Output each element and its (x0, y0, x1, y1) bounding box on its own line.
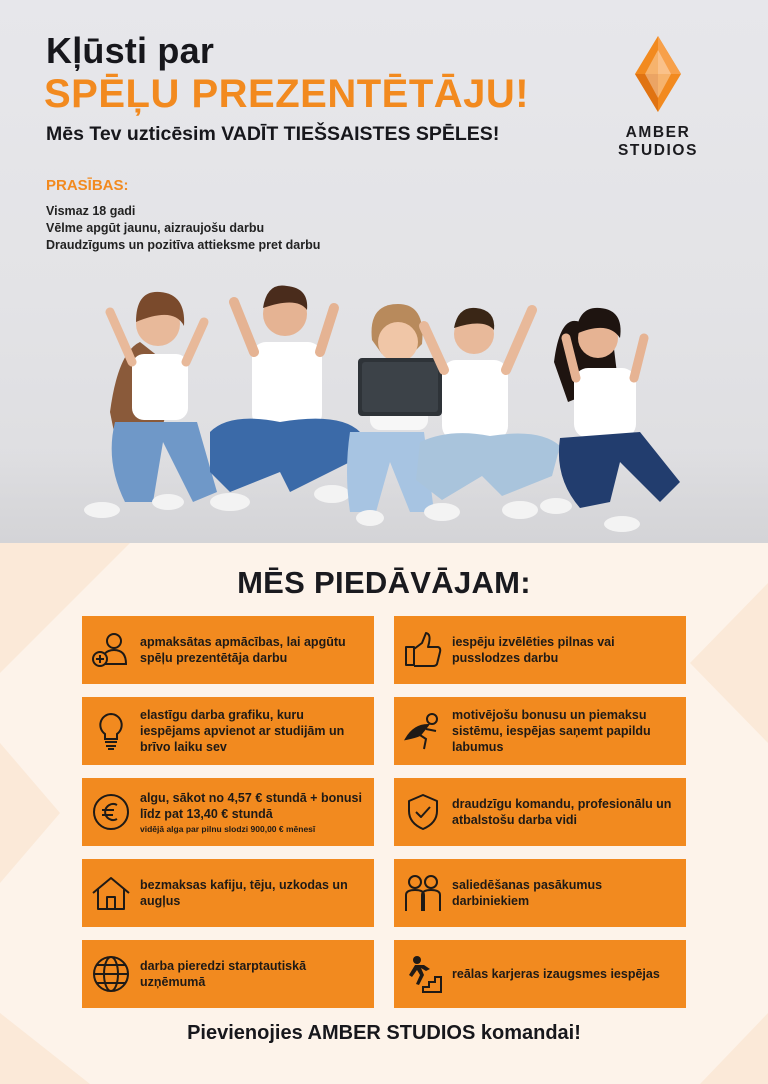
headline-line-2: SPĒĻU PREZENTĒTĀJU! (44, 72, 530, 116)
amber-diamond-logo-icon (635, 36, 681, 112)
thumbs-up-icon (394, 616, 452, 684)
footer-cta: Pievienojies AMBER STUDIOS komandai! (187, 1022, 581, 1044)
offer-card-career (394, 940, 686, 1008)
person-2 (210, 285, 360, 511)
subheadline: Mēs Tev uzticēsim VADĪT TIEŠSAISTES SPĒLES! (46, 123, 500, 145)
person-1 (84, 292, 217, 518)
offer-card-events (394, 859, 686, 927)
offer-text: reālas karjeras izaugsmes iespējas (452, 967, 660, 981)
requirement-item: Vēlme apgūt jaunu, aizraujošu darbu (46, 221, 265, 235)
offer-text: darba pieredzi starptautiskā uzņēmumā (140, 959, 307, 989)
offer-text: motivējošu bonusu un piemaksu sistēmu, iespējas saņemt papildu labumus (452, 708, 651, 754)
offer-text: iespēju izvēlēties pilnas vai pusslodzes darbu (452, 635, 615, 665)
salary-note: vidējā alga par pilnu slodzi 900,00 € mēnesī (140, 823, 316, 834)
requirements-title: PRASĪBAS: (46, 177, 129, 194)
offer-card-team (394, 778, 686, 846)
lightbulb-icon (82, 697, 140, 765)
offer-card-experience (82, 940, 374, 1008)
hero-cape-icon (394, 697, 452, 765)
offer-text: apmaksātas apmācības, lai apgūtu spēļu prezentētāja darbu (140, 635, 346, 665)
salary-text: algu, sākot no 4,57 € stundā + bonusi līdz pat 13,40 € stundā (140, 790, 362, 821)
offer-text: bezmaksas kafiju, tēju, uzkodas un augļus (140, 878, 348, 908)
requirement-item: Draudzīgums un pozitīva attieksme pret darbu (46, 238, 321, 252)
offers-title: MĒS PIEDĀVĀJAM: (237, 565, 531, 600)
offer-card-training (82, 616, 374, 684)
people-photo (70, 262, 690, 537)
user-plus-icon (82, 616, 140, 684)
offer-text (140, 790, 374, 835)
offer-card-schedule (82, 697, 374, 765)
globe-icon (82, 940, 140, 1008)
requirements-list (46, 203, 320, 254)
offer-card-snacks (82, 859, 374, 927)
house-icon (82, 859, 140, 927)
offers-section (0, 543, 768, 1084)
offer-card-salary (82, 778, 374, 846)
shield-check-icon (394, 778, 452, 846)
offer-card-workload (394, 616, 686, 684)
offer-card-bonus (394, 697, 686, 765)
headline-line-1: Kļūsti par (46, 30, 215, 71)
offer-text: saliedēšanas pasākumus darbiniekiem (452, 878, 603, 908)
requirement-item: Vismaz 18 gadi (46, 204, 136, 218)
stairs-climb-icon (394, 940, 452, 1008)
logo-text: AMBER STUDIOS (617, 124, 699, 159)
euro-icon (82, 778, 140, 846)
two-people-icon (394, 859, 452, 927)
offer-text: elastīgu darba grafiku, kuru iespējams apvienot ar studijām un brīvo laiku sev (140, 708, 345, 754)
person-5 (540, 308, 680, 532)
amber-studios-logo (588, 36, 728, 160)
offer-text: draudzīgu komandu, profesionālu un atbalstošu darba vidi (452, 797, 672, 827)
